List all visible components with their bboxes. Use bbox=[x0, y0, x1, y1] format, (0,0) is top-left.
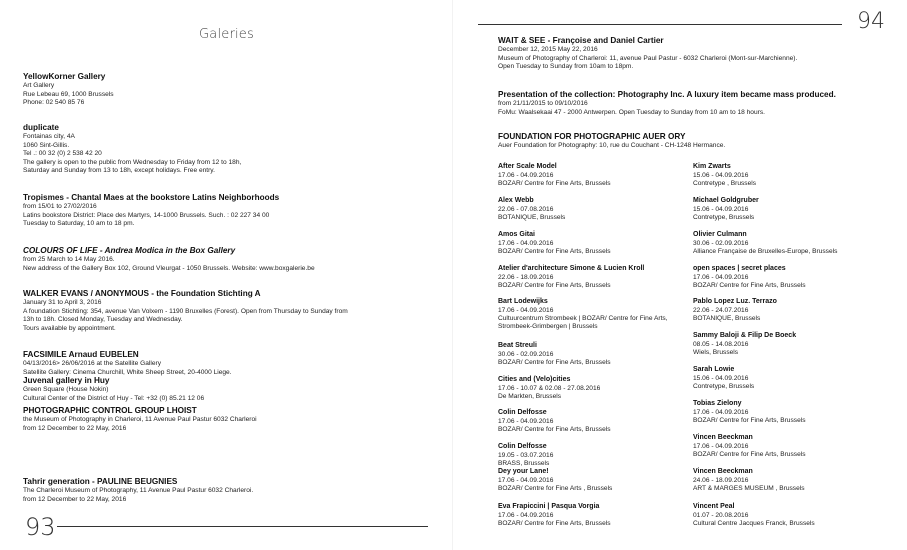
entry-line: December 12, 2015 May 22, 2016 bbox=[498, 46, 598, 53]
exhibition-title: Amos Gitai bbox=[498, 231, 535, 238]
exhibition-line: 17.06 - 04.09.2016 bbox=[693, 442, 749, 450]
exhibition-line: Alliance Française de Bruxelles-Europe, Brussels bbox=[693, 247, 838, 255]
entry-title: Tahrir generation - PAULINE BEUGNIES bbox=[23, 477, 178, 486]
exhibition-line: BOZAR/ Centre for Fine Arts, Brussels bbox=[693, 416, 806, 424]
entry-line: from 21/11/2015 to 09/10/2016 bbox=[498, 100, 588, 107]
exhibition-line: 17.06 - 04.09.2016 bbox=[693, 408, 749, 416]
exhibition-line: 30.06 - 02.09.2016 bbox=[693, 239, 749, 247]
exhibition-title: Beat Streuli bbox=[498, 342, 537, 349]
entry-line: 13h to 18h. Closed Monday, Tuesday and Wednesday. bbox=[23, 316, 183, 323]
exhibition-line: BOTANIQUE, Brussels bbox=[693, 314, 761, 322]
exhibition-line: 22.06 - 07.08.2016 bbox=[498, 205, 554, 213]
exhibition-item bbox=[693, 265, 806, 290]
entry-line: Fontainas city, 4A bbox=[23, 133, 75, 140]
entry-title: COLOURS OF LIFE - Andrea Modica in the Box Gallery bbox=[23, 246, 236, 255]
exhibition-item bbox=[498, 468, 612, 493]
exhibition-line: 17.06 - 04.09.2016 bbox=[498, 306, 554, 314]
left-page bbox=[0, 0, 453, 550]
exhibition-item bbox=[498, 503, 611, 528]
exhibition-title: Olivier Culmann bbox=[693, 231, 747, 238]
entry-line: Tuesday to Saturday, 10 am to 18 pm. bbox=[23, 220, 135, 227]
entry-title: PHOTOGRAPHIC CONTROL GROUP LHOIST bbox=[23, 406, 197, 415]
entry-line: the Museum of Photography in Charleroi, 11 Avenue Paul Pastur 6032 Charleroi bbox=[23, 416, 257, 423]
exhibition-title: Alex Webb bbox=[498, 197, 534, 204]
exhibition-line: BOZAR/ Centre for Fine Arts, Brussels bbox=[498, 519, 611, 527]
page-number-right: 94 bbox=[857, 9, 885, 34]
entry-line: Green Square (House Nokin) bbox=[23, 386, 109, 393]
exhibition-line: BOZAR/ Centre for Fine Arts, Brussels bbox=[498, 281, 611, 289]
exhibition-title: open spaces | secret places bbox=[693, 265, 786, 272]
entry-title: WALKER EVANS / ANONYMOUS - the Foundation Stichting A bbox=[23, 289, 261, 298]
gallery-entry bbox=[23, 289, 348, 333]
exhibition-item bbox=[498, 298, 690, 331]
exhibition-item bbox=[498, 342, 611, 367]
page-number-left: 93 bbox=[25, 513, 56, 541]
entry-line: FoMu: Waalsekaai 47 - 2000 Antwerpen. Open Tuesday to Sunday from 10 am to 18 hours. bbox=[498, 108, 765, 116]
gallery-entry bbox=[498, 132, 725, 151]
exhibition-line: 08.05 - 14.08.2016 bbox=[693, 340, 749, 348]
exhibition-item bbox=[498, 443, 553, 468]
exhibition-title: Kim Zwarts bbox=[693, 163, 731, 170]
exhibition-title: Vincen Beeckman bbox=[693, 434, 753, 441]
exhibition-title: Eva Frapiccini | Pasqua Vorgia bbox=[498, 503, 600, 510]
exhibition-line: Contretype, Brussels bbox=[693, 382, 755, 390]
entry-title: duplicate bbox=[23, 123, 59, 132]
exhibition-title: Bart Lodewijks bbox=[498, 298, 548, 305]
exhibition-line: Cultural Centre Jacques Franck, Brussels bbox=[693, 519, 815, 527]
gallery-entry bbox=[23, 477, 253, 504]
entry-line: from 12 December to 22 May, 2016 bbox=[23, 424, 127, 432]
exhibition-line: Wiels, Brussels bbox=[693, 348, 739, 356]
exhibition-line: 15.06 - 04.09.2016 bbox=[693, 205, 749, 213]
exhibition-line: 15.06 - 04.09.2016 bbox=[693, 374, 749, 382]
entry-line: The gallery is open to the public from Wednesday to Friday from 12 to 18h, bbox=[23, 158, 242, 166]
exhibition-title: Atelier d'architecture Simone & Lucien Kroll bbox=[498, 265, 645, 272]
exhibition-line: BOZAR/ Centre for Fine Arts, Brussels bbox=[498, 247, 611, 255]
exhibition-title: Pablo Lopez Luz. Terrazo bbox=[693, 298, 777, 305]
entry-line: Latins bookstore District: Place des Martyrs, 14-1000 Brussels. Such. : 02 227 34 00 bbox=[23, 211, 270, 219]
header-rule bbox=[478, 24, 842, 25]
exhibition-line: BOZAR/ Centre for Fine Arts, Brussels bbox=[693, 281, 806, 289]
entry-line: Satellite Gallery: Cinema Churchill, White Sheep Street, 20-4000 Liege. bbox=[23, 368, 232, 376]
exhibition-line: Cultuurcentrum Strombeek | BOZAR/ Centre for Fine Arts, Strombeek-Grimbergen | Brussels bbox=[498, 314, 668, 330]
exhibition-title: Colin Delfosse bbox=[498, 409, 547, 416]
entry-line: Tours available by appointment. bbox=[23, 324, 116, 332]
entry-line: 04/13/2016> 26/06/2016 at the Satellite Gallery bbox=[23, 360, 162, 367]
exhibition-line: BOZAR/ Centre for Fine Arts, Brussels bbox=[498, 425, 611, 433]
entry-line: from 25 March to 14 May 2016. bbox=[23, 256, 115, 263]
gallery-entry bbox=[23, 193, 279, 229]
exhibition-line: BOZAR/ Centre for Fine Arts, Brussels bbox=[498, 358, 611, 366]
exhibition-title: Colin Delfosse bbox=[498, 443, 547, 450]
entry-line: A foundation Stichting: 354, avenue Van Volxem - 1190 Bruxelles (Forest). Open from Thursday to Sunday from bbox=[23, 307, 348, 315]
exhibition-item bbox=[693, 231, 837, 256]
exhibition-item bbox=[498, 409, 611, 434]
exhibition-line: 24.06 - 18.09.2016 bbox=[693, 476, 749, 484]
exhibition-title: Dey your Lane! bbox=[498, 468, 549, 475]
gallery-entry bbox=[498, 90, 836, 117]
entry-line: The Charleroi Museum of Photography, 11 Avenue Paul Pastur 6032 Charleroi. bbox=[23, 487, 254, 494]
gallery-entry bbox=[23, 376, 204, 403]
exhibition-line: BOZAR/ Centre for Fine Arts, Brussels bbox=[498, 179, 611, 187]
entry-title: YellowKorner Gallery bbox=[23, 72, 106, 81]
exhibition-line: 17.06 - 04.09.2016 bbox=[498, 171, 554, 179]
entry-line: Phone: 02 540 85 76 bbox=[23, 99, 85, 106]
footer-rule bbox=[57, 526, 428, 527]
exhibition-line: BOTANIQUE, Brussels bbox=[498, 213, 566, 221]
entry-line: January 31 to April 3, 2016 bbox=[23, 299, 102, 306]
page-gutter bbox=[452, 0, 453, 550]
entry-title: FOUNDATION FOR PHOTOGRAPHIC AUER ORY bbox=[498, 132, 686, 141]
entry-title: Tropismes - Chantal Maes at the bookstore Latins Neighborhoods bbox=[23, 193, 280, 202]
exhibition-title: Sammy Baloji & Filip De Boeck bbox=[693, 332, 797, 339]
exhibition-item bbox=[498, 231, 611, 256]
gallery-entry bbox=[23, 350, 232, 377]
exhibition-line: Contretype , Brussels bbox=[693, 179, 757, 187]
entry-line: Open Tuesday to Sunday from 10am to 18pm. bbox=[498, 63, 634, 70]
exhibition-line: 01.07 - 20.08.2016 bbox=[693, 511, 749, 519]
exhibition-line: 22.06 - 24.07.2016 bbox=[693, 306, 749, 314]
exhibition-line: BOZAR/ Centre for Fine Arts, Brussels bbox=[693, 450, 806, 458]
exhibition-line: ART & MARGES MUSEUM , Brussels bbox=[693, 484, 805, 492]
exhibition-line: 17.06 - 10.07 & 02.08 - 27.08.2016 bbox=[498, 384, 601, 392]
entry-line: Museum of Photography of Charleroi: 11, avenue Paul Pastur - 6032 Charleroi (Mont-sur-Marchienne). bbox=[498, 54, 798, 62]
entry-line: Cultural Center of the District of Huy - Tel: +32 (0) 85.21 12 06 bbox=[23, 394, 205, 402]
exhibition-item bbox=[693, 434, 806, 459]
gallery-entry bbox=[23, 246, 315, 273]
exhibition-title: Cities and (Velo)cities bbox=[498, 376, 571, 383]
exhibition-line: 30.06 - 02.09.2016 bbox=[498, 350, 554, 358]
exhibition-item bbox=[693, 332, 796, 357]
exhibition-title: Tobias Zielony bbox=[693, 400, 742, 407]
exhibition-line: 17.06 - 04.09.2016 bbox=[498, 239, 554, 247]
exhibition-item bbox=[693, 366, 754, 391]
exhibition-item bbox=[693, 163, 756, 188]
exhibition-line: 17.06 - 04.09.2016 bbox=[498, 476, 554, 484]
exhibition-line: BOZAR/ Centre for Fine Arts , Brussels bbox=[498, 484, 613, 492]
exhibition-title: Michael Goldgruber bbox=[693, 197, 759, 204]
section-title: Galeries bbox=[199, 27, 254, 42]
exhibition-item bbox=[693, 197, 759, 222]
entry-line: 1060 Sint-Gillis. bbox=[23, 141, 70, 149]
exhibition-item bbox=[498, 265, 644, 290]
entry-line: from 12 December to 22 May, 2016 bbox=[23, 495, 127, 503]
entry-line: Rue Lebeau 69, 1000 Brussels bbox=[23, 90, 114, 98]
exhibition-item bbox=[498, 376, 600, 401]
exhibition-line: BRASS, Brussels bbox=[498, 459, 550, 467]
entry-title: Juvenal gallery in Huy bbox=[23, 376, 110, 385]
exhibition-line: 15.06 - 04.09.2016 bbox=[693, 171, 749, 179]
exhibition-line: 19.05 - 03.07.2016 bbox=[498, 451, 554, 459]
entry-title: WAIT & SEE - Françoise and Daniel Cartier bbox=[498, 36, 664, 45]
entry-line: Tel .: 00 32 (0) 2 538 42 20 bbox=[23, 150, 102, 157]
exhibition-title: After Scale Model bbox=[498, 163, 557, 170]
entry-line: Auer Foundation for Photography: 10, rue du Couchant - CH-1248 Hermance. bbox=[498, 142, 726, 149]
exhibition-title: Vincen Beeckman bbox=[693, 468, 753, 475]
entry-line: New address of the Gallery Box 102, Ground Vleurgat - 1050 Brussels. Website: www.boxgalerie.be bbox=[23, 264, 315, 272]
gallery-entry bbox=[498, 36, 797, 72]
exhibition-item bbox=[693, 400, 806, 425]
exhibition-title: Sarah Lowie bbox=[693, 366, 735, 373]
exhibition-item bbox=[498, 163, 611, 188]
exhibition-line: 17.06 - 04.09.2016 bbox=[693, 273, 749, 281]
gallery-entry bbox=[23, 406, 257, 433]
entry-title: Presentation of the collection: Photography Inc. A luxury item became mass produced. bbox=[498, 90, 836, 99]
exhibition-item bbox=[498, 197, 565, 222]
exhibition-line: Contretype, Brussels bbox=[693, 213, 755, 221]
exhibition-line: 17.06 - 04.09.2016 bbox=[498, 417, 554, 425]
gallery-entry bbox=[23, 123, 241, 176]
exhibition-line: 17.06 - 04.09.2016 bbox=[498, 511, 554, 519]
entry-line: Saturday and Sunday from 13 to 18h, except holidays. Free entry. bbox=[23, 167, 215, 174]
exhibition-line: De Markten, Brussels bbox=[498, 392, 562, 400]
exhibition-title: Vincent Peal bbox=[693, 503, 735, 510]
exhibition-item bbox=[693, 468, 805, 493]
gallery-entry bbox=[23, 72, 114, 108]
exhibition-item bbox=[693, 298, 777, 323]
entry-title: FACSIMILE Arnaud EUBELEN bbox=[23, 350, 139, 359]
exhibition-line: 22.06 - 18.09.2016 bbox=[498, 273, 554, 281]
entry-line: from 15/01 to 27/02/2016 bbox=[23, 203, 97, 210]
exhibition-item bbox=[693, 503, 815, 528]
entry-line: Art Gallery bbox=[23, 82, 55, 89]
